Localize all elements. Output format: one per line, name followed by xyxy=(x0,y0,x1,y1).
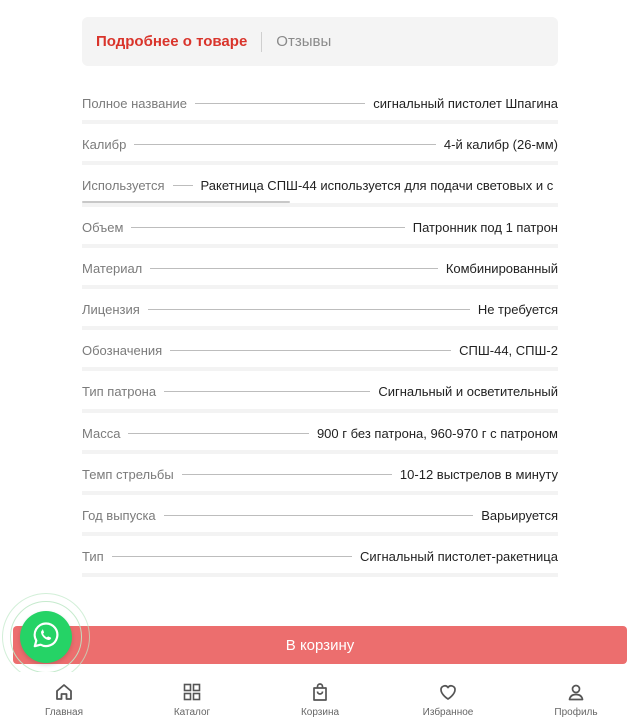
nav-catalog[interactable] xyxy=(128,672,256,725)
spec-value: Сигнальный пистолет-ракетница xyxy=(360,549,558,565)
spec-leader-line xyxy=(170,350,451,351)
spec-value: Варьируется xyxy=(481,507,558,523)
heart-icon xyxy=(437,681,459,703)
spec-leader-line xyxy=(131,227,404,228)
nav-profile[interactable] xyxy=(512,672,640,725)
spec-label: Тип xyxy=(82,549,104,565)
spec-leader-line xyxy=(195,103,365,104)
spec-row-volume xyxy=(82,207,558,248)
spec-label: Полное название xyxy=(82,96,188,112)
spec-leader-line xyxy=(173,185,193,186)
spec-value: Ракетница СПШ-44 используется для подачи световых и с xyxy=(200,178,554,194)
tab-reviews[interactable]: Отзывы xyxy=(276,33,332,50)
spec-row-designations xyxy=(82,330,558,371)
nav-label: Профиль xyxy=(554,707,598,718)
spec-leader-line xyxy=(134,144,436,145)
add-to-cart-button[interactable] xyxy=(13,626,627,664)
nav-label: Главная xyxy=(44,707,84,718)
whatsapp-button[interactable] xyxy=(20,611,72,663)
spec-label: Материал xyxy=(82,260,143,276)
add-to-cart-label: В корзину xyxy=(285,636,355,654)
spec-row-fire-rate xyxy=(82,454,558,495)
spec-row-usage[interactable] xyxy=(82,165,558,206)
spec-value: Не требуется xyxy=(477,302,558,318)
spec-row-material xyxy=(82,248,558,289)
spec-value: 10-12 выстрелов в минуту xyxy=(399,466,558,482)
spec-value: Патронник под 1 патрон xyxy=(412,219,558,235)
nav-label: Корзина xyxy=(300,707,340,718)
spec-label: Объем xyxy=(82,219,124,235)
spec-label: Год выпуска xyxy=(82,507,156,523)
catalog-grid-icon xyxy=(181,681,203,703)
nav-label: Каталог xyxy=(173,707,211,718)
spec-leader-line xyxy=(150,268,438,269)
nav-home[interactable] xyxy=(0,672,128,725)
nav-favorites[interactable] xyxy=(384,672,512,725)
spec-value: Сигнальный и осветительный xyxy=(378,384,558,400)
bottom-navigation xyxy=(0,672,640,725)
home-icon xyxy=(53,681,75,703)
spec-value: Комбинированный xyxy=(445,260,558,276)
spec-label: Лицензия xyxy=(82,302,140,318)
whatsapp-icon xyxy=(31,620,61,655)
spec-leader-line xyxy=(112,556,352,557)
user-icon xyxy=(565,681,587,703)
spec-leader-line xyxy=(128,433,309,434)
spec-value: 900 г без патрона, 960-970 г с патроном xyxy=(316,425,558,441)
spec-row-cartridge-type xyxy=(82,371,558,412)
spec-leader-line xyxy=(164,515,474,516)
spec-list xyxy=(82,83,558,577)
spec-value: 4-й калибр (26-мм) xyxy=(443,137,558,153)
nav-label: Избранное xyxy=(422,707,474,718)
spec-label: Тип патрона xyxy=(82,384,157,400)
spec-row-mass xyxy=(82,413,558,454)
spec-row-full-name xyxy=(82,83,558,124)
shopping-bag-icon xyxy=(309,681,331,703)
spec-label: Используется xyxy=(82,178,165,194)
spec-value: сигнальный пистолет Шпагина xyxy=(373,96,558,112)
spec-label: Темп стрельбы xyxy=(82,466,174,482)
product-tabs xyxy=(82,17,558,66)
spec-label: Калибр xyxy=(82,137,127,153)
spec-row-type xyxy=(82,536,558,577)
spec-row-release-year xyxy=(82,495,558,536)
tab-product-details[interactable]: Подробнее о товаре xyxy=(96,33,248,50)
spec-row-caliber xyxy=(82,124,558,165)
horizontal-scrollbar[interactable] xyxy=(82,201,290,203)
spec-leader-line xyxy=(182,474,392,475)
spec-leader-line xyxy=(164,391,370,392)
spec-value: СПШ-44, СПШ-2 xyxy=(459,343,558,359)
spec-row-license xyxy=(82,289,558,330)
nav-cart[interactable] xyxy=(256,672,384,725)
spec-label: Обозначения xyxy=(82,343,163,359)
spec-leader-line xyxy=(148,309,470,310)
spec-label: Масса xyxy=(82,425,121,441)
